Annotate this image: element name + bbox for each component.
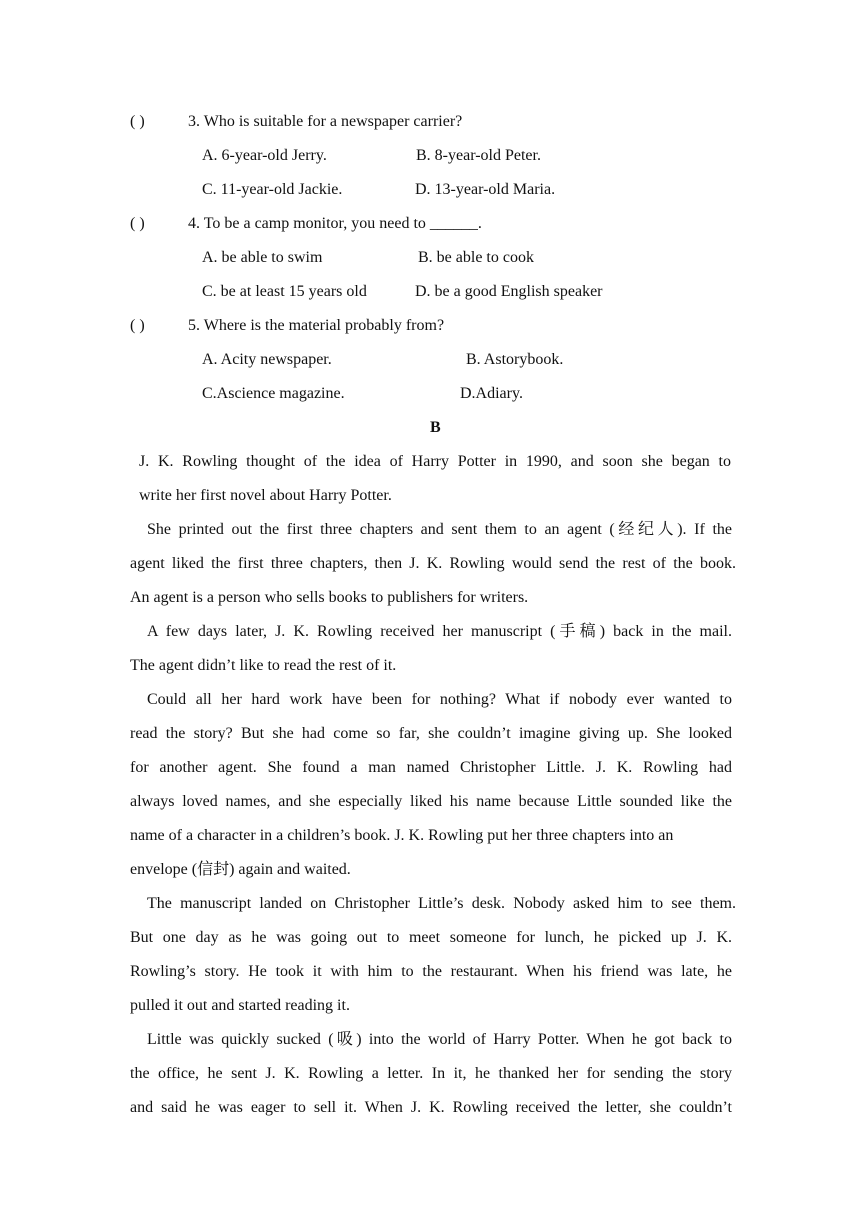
passage-line: Little was quickly sucked (吸) into the world of Harry Potter. When he got back to — [147, 1031, 732, 1048]
question-stem: 3. Who is suitable for a newspaper carrier? — [188, 113, 463, 130]
passage-line: Could all her hard work have been for nothing? What if nobody ever wanted to — [147, 691, 732, 708]
passage-line: the office, he sent J. K. Rowling a letter. In it, he thanked her for sending the story — [130, 1065, 732, 1082]
passage-line: envelope (信封) again and waited. — [130, 861, 351, 878]
option-d: D. 13-year-old Maria. — [415, 181, 556, 198]
passage-line: always loved names, and she especially liked his name because Little sounded like the — [130, 793, 732, 810]
passage-line: She printed out the first three chapters and sent them to an agent (经纪人). If the — [147, 521, 732, 538]
option-c: C. be at least 15 years old — [202, 283, 367, 300]
passage-line: The manuscript landed on Christopher Little’s desk. Nobody asked him to see them. — [147, 895, 736, 912]
option-c: C. 11-year-old Jackie. — [202, 181, 343, 198]
passage-line: An agent is a person who sells books to publishers for writers. — [130, 589, 529, 606]
answer-paren[interactable]: ( ) — [130, 113, 145, 130]
passage-line: write her first novel about Harry Potter. — [139, 487, 392, 504]
option-d: D. be a good English speaker — [415, 283, 603, 300]
passage-line: But one day as he was going out to meet someone for lunch, he picked up J. K. — [130, 929, 732, 946]
passage-line: name of a character in a children’s book. J. K. Rowling put her three chapters into an — [130, 827, 674, 844]
option-d: D.Adiary. — [460, 385, 523, 402]
answer-paren[interactable]: ( ) — [130, 317, 145, 334]
passage-line: for another agent. She found a man named Christopher Little. J. K. Rowling had — [130, 759, 732, 776]
option-b: B. Astorybook. — [466, 351, 564, 368]
option-a: A. Acity newspaper. — [202, 351, 332, 368]
answer-paren[interactable]: ( ) — [130, 215, 145, 232]
passage-line: agent liked the first three chapters, then J. K. Rowling would send the rest of the book. — [130, 555, 736, 572]
passage-line: A few days later, J. K. Rowling received her manuscript (手稿) back in the mail. — [147, 623, 732, 640]
option-b: B. be able to cook — [418, 249, 534, 266]
passage-line: The agent didn’t like to read the rest of it. — [130, 657, 397, 674]
passage-line: read the story? But she had come so far, she couldn’t imagine giving up. She looked — [130, 725, 732, 742]
passage-line: Rowling’s story. He took it with him to the restaurant. When his friend was late, he — [130, 963, 732, 980]
option-c: C.Ascience magazine. — [202, 385, 345, 402]
passage-line: pulled it out and started reading it. — [130, 997, 350, 1014]
option-b: B. 8-year-old Peter. — [416, 147, 541, 164]
passage-line: and said he was eager to sell it. When J. K. Rowling received the letter, she couldn’t — [130, 1099, 732, 1116]
question-stem: 4. To be a camp monitor, you need to ______. — [188, 215, 482, 232]
section-title: B — [430, 419, 441, 436]
option-a: A. be able to swim — [202, 249, 323, 266]
question-stem: 5. Where is the material probably from? — [188, 317, 445, 334]
option-a: A. 6-year-old Jerry. — [202, 147, 327, 164]
passage-line: J. K. Rowling thought of the idea of Harry Potter in 1990, and soon she began to — [139, 453, 731, 470]
